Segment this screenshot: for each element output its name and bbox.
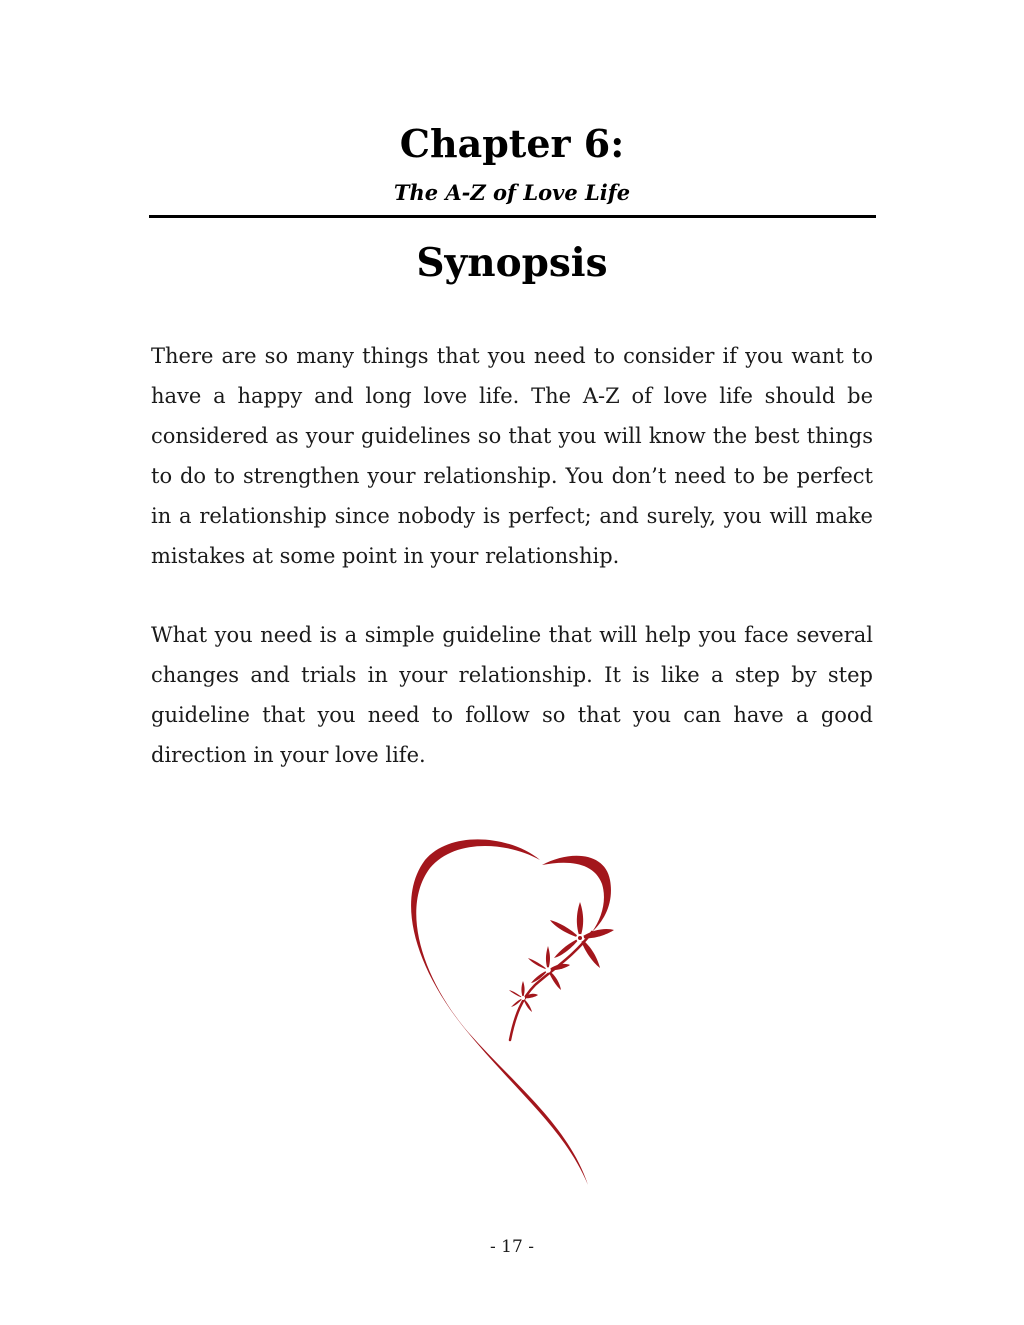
body-paragraph: There are so many things that you need to consider if you want to have a happy and long love life. The A-Z of love life should be considered as your guidelines so that you will know the best things to do to strengthen your relationship. You don’t need to be perfect in a relationship since nobody is perfect; and surely, you will make mistakes at some point in your relationship.: [151, 344, 873, 568]
page-number: - 17 -: [490, 1237, 534, 1257]
chapter-subtitle: The A-Z of Love Life: [393, 180, 631, 205]
heart-right-stroke: [542, 856, 611, 932]
heart-with-flowers-icon: [330, 820, 700, 1190]
title-divider: [149, 215, 876, 218]
chapter-title: Chapter 6:: [399, 121, 625, 166]
heart-left-stroke: [411, 839, 588, 1185]
body-paragraph: What you need is a simple guideline that will help you face several changes and trials in your relationship. It is like a step by step guideline that you need to follow so that you can have a good direction in your love life.: [151, 623, 873, 767]
section-heading: Synopsis: [416, 240, 608, 286]
